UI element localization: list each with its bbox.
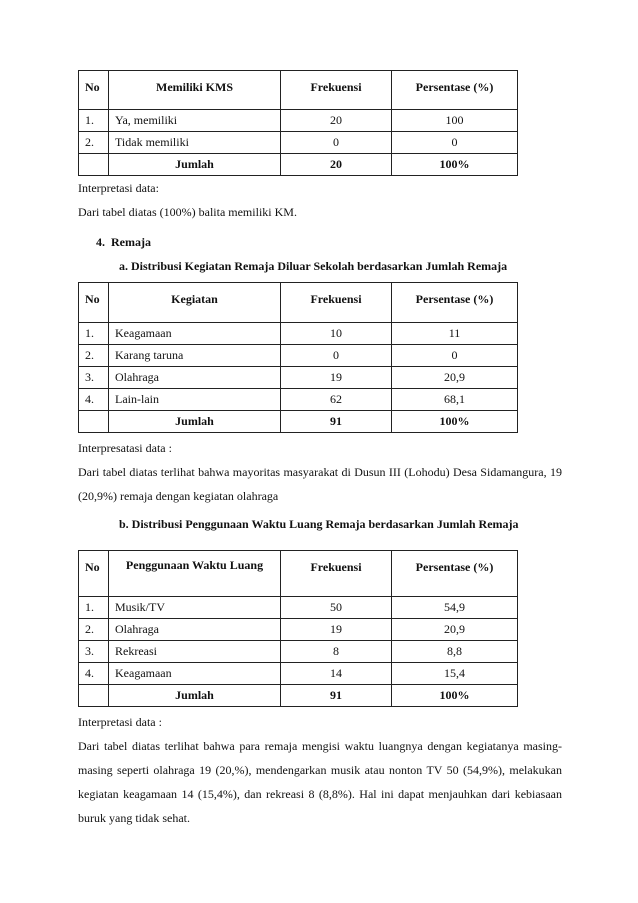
cell-pct: 0 xyxy=(392,132,518,154)
cell-pct: 20,9 xyxy=(392,367,518,389)
total-freq: 20 xyxy=(281,154,392,176)
cell-pct: 54,9 xyxy=(392,597,518,619)
cell-label: Tidak memiliki xyxy=(109,132,281,154)
section-heading xyxy=(96,235,151,250)
cell-freq: 19 xyxy=(281,367,392,389)
total-pct: 100% xyxy=(392,685,518,707)
table-row xyxy=(79,132,518,154)
cell-no: 4. xyxy=(79,663,109,685)
kegiatan-table xyxy=(78,282,518,433)
table-row xyxy=(79,367,518,389)
total-freq: 91 xyxy=(281,411,392,433)
cell-pct: 20,9 xyxy=(392,619,518,641)
header-no: No xyxy=(79,71,109,110)
cell-freq: 10 xyxy=(281,323,392,345)
cell-no: 4. xyxy=(79,389,109,411)
interpretation-text: Dari tabel diatas terlihat bahwa para remaja mengisi waktu luangnya dengan kegiatanya masing-masing seperti olahraga 19 (20,%), mendengarkan musik atau nonton TV 50 (54,9%), melakukan kegiatan keagamaan 14 (15,4%), dan rekreasi 8 (8,8%). Hal ini dapat menjauhkan dari kebiasaan buruk yang tidak sehat. xyxy=(78,739,562,825)
table-row xyxy=(79,345,518,367)
cell-freq: 20 xyxy=(281,110,392,132)
table-row xyxy=(79,323,518,345)
table-row xyxy=(79,389,518,411)
section-title: Remaja xyxy=(111,235,151,249)
cell-freq: 0 xyxy=(281,345,392,367)
cell-freq: 0 xyxy=(281,132,392,154)
table-row xyxy=(79,663,518,685)
cell-label: Karang taruna xyxy=(109,345,281,367)
header-kegiatan: Kegiatan xyxy=(109,283,281,323)
total-pct: 100% xyxy=(392,411,518,433)
interpretation-label: Interpretasi data : xyxy=(78,715,162,729)
cell-label: Musik/TV xyxy=(109,597,281,619)
total-label: Jumlah xyxy=(109,154,281,176)
total-row xyxy=(79,411,518,433)
header-no: No xyxy=(79,551,109,597)
header-penggunaan: Penggunaan Waktu Luang xyxy=(109,551,281,597)
cell-pct: 68,1 xyxy=(392,389,518,411)
total-row xyxy=(79,154,518,176)
cell-pct: 11 xyxy=(392,323,518,345)
subsection-a-title: a. Distribusi Kegiatan Remaja Diluar Sekolah berdasarkan Jumlah Remaja xyxy=(119,259,508,273)
cell-freq: 62 xyxy=(281,389,392,411)
subsection-b-title: b. Distribusi Penggunaan Waktu Luang Remaja berdasarkan Jumlah Remaja xyxy=(119,517,519,531)
header-no: No xyxy=(79,283,109,323)
cell-label: Ya, memiliki xyxy=(109,110,281,132)
cell-pct: 100 xyxy=(392,110,518,132)
header-persentase: Persentase (%) xyxy=(392,71,518,110)
total-freq: 91 xyxy=(281,685,392,707)
cell-pct: 15,4 xyxy=(392,663,518,685)
table-row xyxy=(79,641,518,663)
table-row xyxy=(79,619,518,641)
header-frekuensi: Frekuensi xyxy=(281,71,392,110)
cell-freq: 8 xyxy=(281,641,392,663)
table-header-row xyxy=(79,283,518,323)
cell-empty xyxy=(79,411,109,433)
header-persentase: Persentase (%) xyxy=(392,551,518,597)
cell-no: 1. xyxy=(79,323,109,345)
header-frekuensi: Frekuensi xyxy=(281,283,392,323)
table-header-row xyxy=(79,551,518,597)
cell-pct: 0 xyxy=(392,345,518,367)
cell-no: 1. xyxy=(79,110,109,132)
cell-empty xyxy=(79,685,109,707)
interpretation-label: Interpretasi data: xyxy=(78,181,159,195)
cell-empty xyxy=(79,154,109,176)
cell-no: 2. xyxy=(79,619,109,641)
cell-label: Rekreasi xyxy=(109,641,281,663)
interpretation-text: Dari tabel diatas terlihat bahwa mayoritas masyarakat di Dusun III (Lohodu) Desa Sidamangura, 19 (20,9%) remaja dengan kegiatan olahraga xyxy=(78,465,562,503)
header-frekuensi: Frekuensi xyxy=(281,551,392,597)
total-pct: 100% xyxy=(392,154,518,176)
cell-label: Olahraga xyxy=(109,367,281,389)
cell-label: Keagamaan xyxy=(109,323,281,345)
table-header-row xyxy=(79,71,518,110)
section-number: 4. xyxy=(96,235,105,249)
waktu-luang-table xyxy=(78,550,518,707)
header-persentase: Persentase (%) xyxy=(392,283,518,323)
interpretation-label: Interpresatasi data : xyxy=(78,441,172,455)
cell-no: 2. xyxy=(79,345,109,367)
total-label: Jumlah xyxy=(109,685,281,707)
total-label: Jumlah xyxy=(109,411,281,433)
cell-freq: 50 xyxy=(281,597,392,619)
cell-no: 3. xyxy=(79,641,109,663)
kms-table xyxy=(78,70,518,176)
interpretation-text: Dari tabel diatas (100%) balita memiliki KM. xyxy=(78,205,297,219)
cell-label: Olahraga xyxy=(109,619,281,641)
cell-freq: 19 xyxy=(281,619,392,641)
cell-label: Lain-lain xyxy=(109,389,281,411)
cell-pct: 8,8 xyxy=(392,641,518,663)
cell-freq: 14 xyxy=(281,663,392,685)
header-kms: Memiliki KMS xyxy=(109,71,281,110)
cell-no: 1. xyxy=(79,597,109,619)
total-row xyxy=(79,685,518,707)
table-row xyxy=(79,597,518,619)
table-row xyxy=(79,110,518,132)
cell-no: 2. xyxy=(79,132,109,154)
cell-label: Keagamaan xyxy=(109,663,281,685)
cell-no: 3. xyxy=(79,367,109,389)
